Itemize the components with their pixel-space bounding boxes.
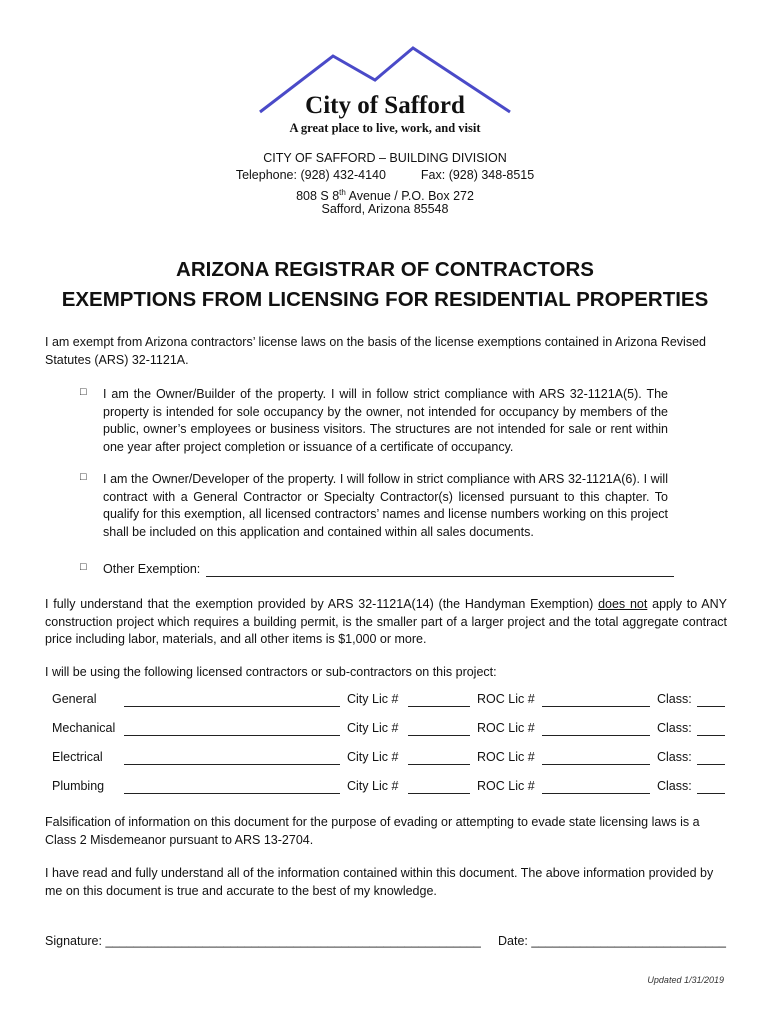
city-state-zip: Safford, Arizona 85548	[321, 202, 449, 216]
telephone: Telephone: (928) 432-4140	[235, 168, 386, 182]
signature-field[interactable]	[45, 934, 481, 948]
exemption-intro: I am exempt from Arizona contractors’ license laws on the basis of the license exemptions contained in Arizona Revised Statutes (ARS) 32-1121A.	[45, 335, 706, 367]
city-lic-label: City Lic #	[347, 692, 399, 706]
contractor-name-field[interactable]	[124, 764, 340, 765]
contractor-type-label: General	[52, 692, 97, 706]
city-lic-field[interactable]	[408, 764, 470, 765]
city-lic-field[interactable]	[408, 793, 470, 794]
contractor-row-plumbing	[52, 779, 732, 799]
contractor-type-label: Plumbing	[52, 779, 105, 793]
class-field[interactable]	[697, 735, 725, 736]
city-lic-label: City Lic #	[347, 750, 399, 764]
contractor-name-field[interactable]	[124, 793, 340, 794]
updated-date: Updated 1/31/2019	[647, 975, 724, 985]
class-label: Class:	[657, 779, 692, 793]
logo-tagline: A great place to live, work, and visit	[289, 121, 481, 135]
class-field[interactable]	[697, 764, 725, 765]
handyman-paragraph: I fully understand that the exemption provided by ARS 32-1121A(14) (the Handyman Exemption) does not apply to ANY construction project which requires a building permit, is the smaller part of a larger project and the total aggregate contract price including labor, materials, and all other items is $1,000 or more.	[45, 597, 727, 646]
class-field[interactable]	[697, 793, 725, 794]
division-name: CITY OF SAFFORD – BUILDING DIVISION	[263, 151, 507, 165]
contractor-row-general	[52, 692, 732, 712]
signature-line: ______________________________________________________	[105, 934, 481, 948]
roc-lic-field[interactable]	[542, 706, 650, 707]
contractors-intro: I will be using the following licensed contractors or sub-contractors on this project:	[45, 665, 497, 679]
other-exemption-field[interactable]	[206, 576, 674, 577]
other-exemption-label: Other Exemption:	[103, 562, 201, 576]
class-label: Class:	[657, 692, 692, 706]
contractor-name-field[interactable]	[124, 706, 340, 707]
contractor-row-electrical	[52, 750, 732, 770]
certification-statement: I have read and fully understand all of the information contained within this document. The above information provided by me on this document is true and accurate to the best of my knowledge.	[45, 866, 714, 898]
roc-lic-field[interactable]	[542, 793, 650, 794]
contractor-type-label: Electrical	[52, 750, 103, 764]
roc-lic-field[interactable]	[542, 735, 650, 736]
city-lic-label: City Lic #	[347, 721, 399, 735]
logo-title: City of Safford	[305, 92, 465, 119]
option-owner-developer-text: I am the Owner/Developer of the property. I will follow in strict compliance with ARS 32-1121A(6). I will contract with a General Contractor or Specialty Contractor(s) licensed pursuant to this chapter. To qualify for this exemption, all licensed contractors’ names and license numbers working on this project shall be included on this application and contained within all sales documents.	[103, 472, 668, 539]
contractor-row-mechanical	[52, 721, 732, 741]
contact-line	[0, 167, 770, 184]
roc-lic-field[interactable]	[542, 764, 650, 765]
date-field[interactable]	[498, 934, 726, 948]
contractor-type-label: Mechanical	[52, 721, 116, 735]
checkbox-other-exemption[interactable]: □	[80, 561, 87, 573]
contractor-name-field[interactable]	[124, 735, 340, 736]
class-label: Class:	[657, 721, 692, 735]
falsification-warning: Falsification of information on this document for the purpose of evading or attempting to evade state licensing laws is a Class 2 Misdemeanor pursuant to ARS 13-2704.	[45, 815, 700, 847]
roc-lic-label: ROC Lic #	[477, 721, 535, 735]
form-title-line2: EXEMPTIONS FROM LICENSING FOR RESIDENTIAL PROPERTIES	[61, 288, 709, 311]
option-owner-builder-text: I am the Owner/Builder of the property. I will in follow strict compliance with ARS 32-1121A(5). The property is intended for sole occupancy by the owner, not intended for occupancy by members of the public, owner’s employees or business visitors. The structures are not intended for sale or rent within one year after project completion or issuance of a certificate of occupancy.	[103, 387, 668, 454]
signature-label: Signature:	[45, 934, 106, 948]
checkbox-owner-builder[interactable]: □	[80, 386, 87, 398]
city-lic-field[interactable]	[408, 735, 470, 736]
roc-lic-label: ROC Lic #	[477, 692, 535, 706]
checkbox-owner-developer[interactable]: □	[80, 471, 87, 483]
form-title-line1: ARIZONA REGISTRAR OF CONTRACTORS	[176, 258, 594, 281]
class-field[interactable]	[697, 706, 725, 707]
roc-lic-label: ROC Lic #	[477, 750, 535, 764]
roc-lic-label: ROC Lic #	[477, 779, 535, 793]
street-address: 808 S 8th Avenue / P.O. Box 272	[296, 188, 474, 204]
date-line: ____________________________	[531, 934, 727, 948]
class-label: Class:	[657, 750, 692, 764]
city-lic-field[interactable]	[408, 706, 470, 707]
date-label: Date:	[498, 934, 532, 948]
city-lic-label: City Lic #	[347, 779, 399, 793]
does-not-emphasis: does not	[598, 597, 648, 611]
fax: Fax: (928) 348-8515	[420, 168, 535, 182]
